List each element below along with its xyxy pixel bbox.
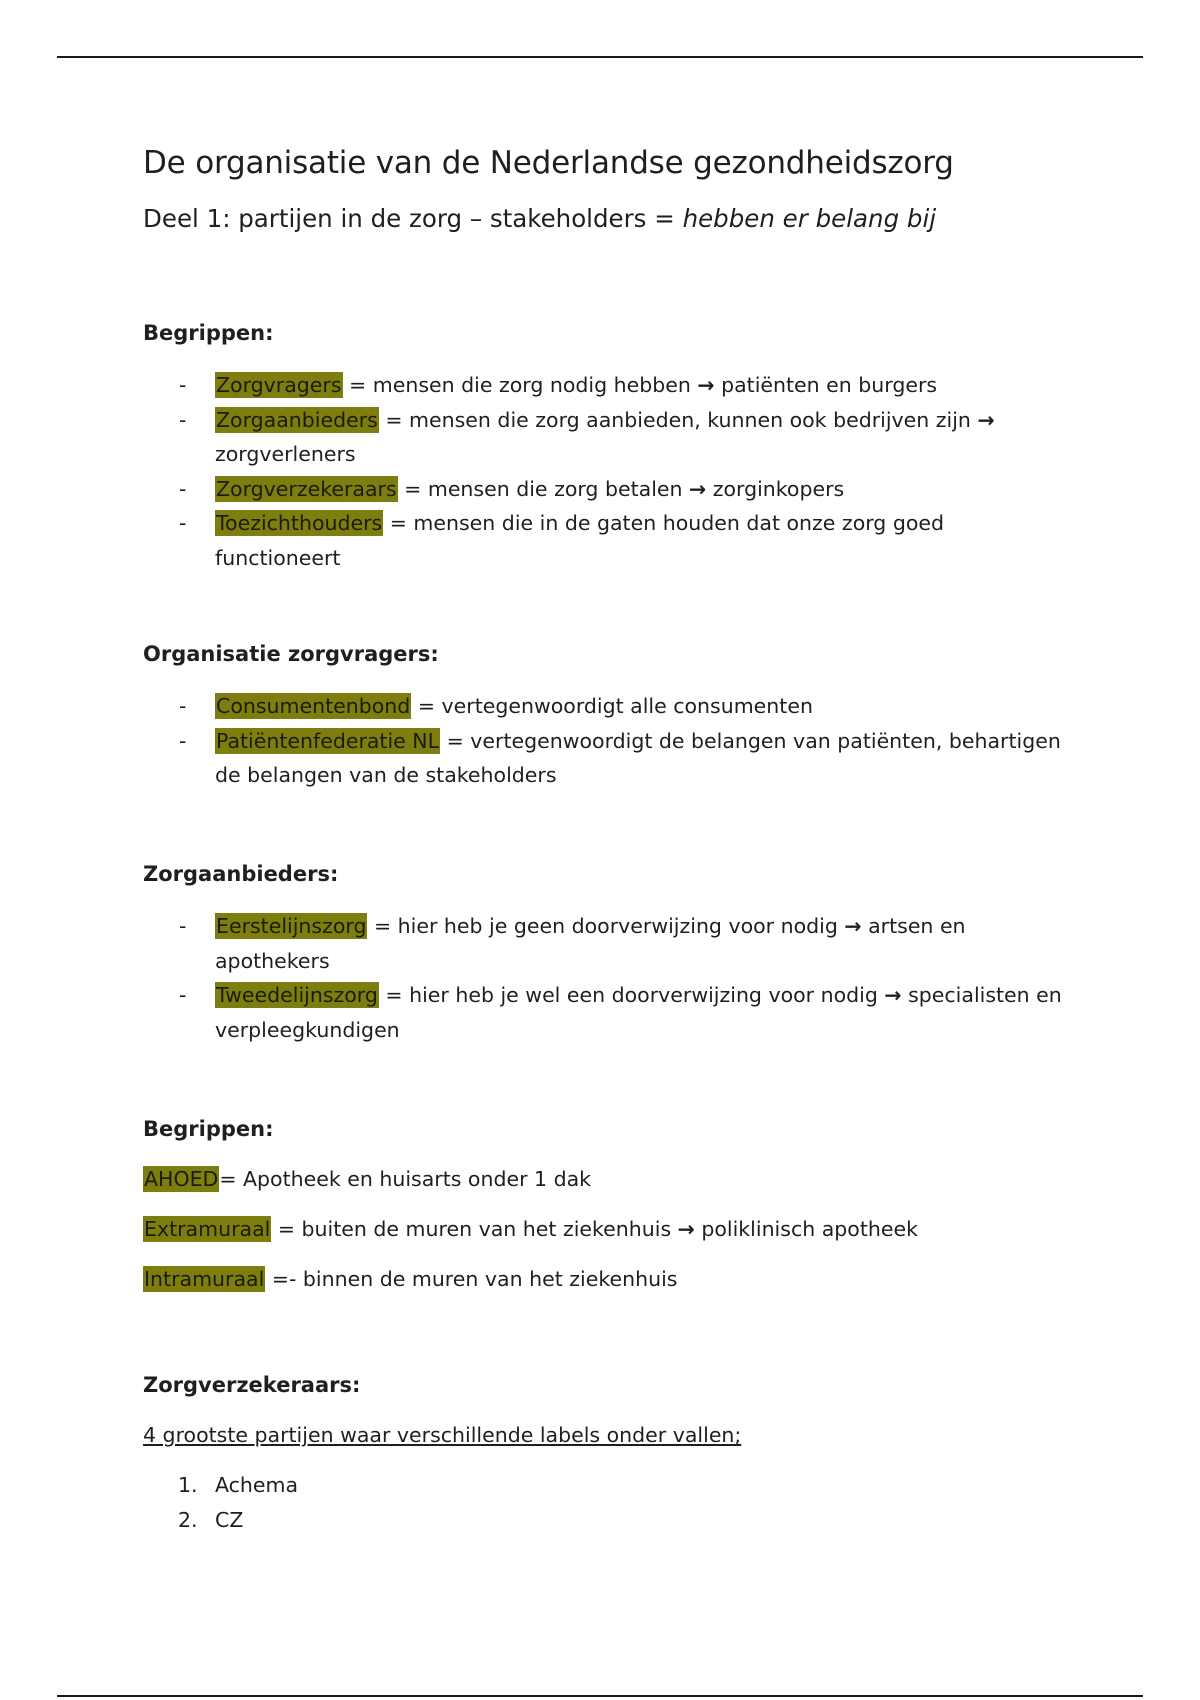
term-line [143,1162,1073,1196]
section-zorgverzekeraars [143,1370,1073,1537]
document-subtitle [143,202,1073,236]
numbered-list [143,1468,1073,1537]
list-number: 1. [178,1473,198,1497]
definition-text: = buiten de muren van het ziekenhuis [271,1217,678,1241]
list-item [143,1503,1073,1538]
section-organisatie-zorgvragers [143,639,1073,793]
definition-text: = mensen die zorg aanbieden, kunnen ook bedrijven zijn [378,407,978,432]
definition-list [143,909,1073,1047]
highlighted-term: AHOED [144,1167,219,1191]
arrow-right-icon: → [689,476,707,501]
section-heading: Zorgaanbieders: [143,862,339,886]
definition-result: specialisten en verpleegkundigen [215,983,1062,1042]
list-number: 2. [178,1507,198,1532]
dash-bullet: - [179,476,187,501]
subtitle-prefix: Deel 1: partijen in de zorg – stakeholders = [143,204,683,233]
highlighted-term: Eerstelijnszorg [216,914,367,938]
dash-bullet: - [179,914,187,938]
section-heading: Zorgverzekeraars: [143,1373,361,1397]
definition-text: = mensen die in de gaten houden dat onze zorg goed functioneert [215,511,945,570]
arrow-right-icon: → [884,983,902,1007]
dash-bullet: - [179,407,187,432]
term-line [143,1262,1073,1296]
dash-bullet: - [179,511,187,535]
definition-text: = vertegenwoordigt alle consumenten [411,694,813,718]
highlighted-term: Zorgverzekeraars [216,476,397,501]
list-item [143,472,1073,507]
arrow-right-icon: → [977,407,995,432]
section-begrippen-1 [143,318,1073,575]
definition-list [143,368,1073,575]
section-heading: Organisatie zorgvragers: [143,642,439,666]
list-item [143,978,1073,1047]
document-body [143,140,1073,1532]
term-lines [143,1162,1073,1296]
definition-result: poliklinisch apotheek [694,1217,918,1241]
section-zorgaanbieders [143,859,1073,1047]
definition-list [143,689,1073,793]
page-bottom-rule [57,1695,1143,1697]
highlighted-term: Zorgvragers [216,373,342,397]
highlighted-term: Zorgaanbieders [216,407,378,432]
definition-text: =- binnen de muren van het ziekenhuis [265,1267,678,1291]
arrow-right-icon: → [844,914,862,938]
list-item [143,1468,1073,1503]
list-item [143,724,1073,793]
page-top-rule [57,56,1143,58]
highlighted-term: Tweedelijnszorg [216,983,378,1007]
definition-result: zorginkopers [706,476,845,501]
highlighted-term: Consumentenbond [216,694,411,718]
dash-bullet: - [179,373,187,397]
subtitle-emphasis: hebben er belang bij [682,204,937,233]
list-item [143,506,1073,575]
highlighted-term: Intramuraal [144,1267,265,1291]
definition-result: patiënten en burgers [714,373,938,397]
definition-text: = vertegenwoordigt de belangen van patiënten, behartigen de belangen van de stakeholders [215,728,1061,787]
definition-text: = mensen die zorg betalen [397,476,690,501]
section-intro: 4 grootste partijen waar verschillende labels onder vallen; [143,1423,742,1447]
definition-result: artsen en apothekers [215,914,966,973]
definition-text: = hier heb je wel een doorverwijzing voor nodig [378,983,885,1007]
section-heading: Begrippen: [143,321,274,345]
list-item [143,909,1073,978]
dash-bullet: - [179,983,187,1007]
section-begrippen-2 [143,1114,1073,1296]
highlighted-term: Extramuraal [144,1217,271,1241]
document-title: De organisatie van de Nederlandse gezondheidszorg [143,145,954,181]
list-item [143,368,1073,403]
section-heading: Begrippen: [143,1117,274,1141]
definition-text: = mensen die zorg nodig hebben [342,373,698,397]
arrow-right-icon: → [677,1217,695,1241]
dash-bullet: - [179,694,187,718]
arrow-right-icon: → [697,373,715,397]
list-item-label: Achema [215,1473,299,1497]
list-item [143,689,1073,724]
list-item-label: CZ [215,1507,244,1532]
definition-text: = Apotheek en huisarts onder 1 dak [219,1167,592,1191]
highlighted-term: Patiëntenfederatie NL [216,728,440,753]
list-item [143,403,1073,472]
definition-text: = hier heb je geen doorverwijzing voor nodig [367,914,845,938]
dash-bullet: - [179,728,187,753]
definition-result: zorgverleners [215,442,356,466]
highlighted-term: Toezichthouders [216,511,383,535]
term-line [143,1212,1073,1246]
